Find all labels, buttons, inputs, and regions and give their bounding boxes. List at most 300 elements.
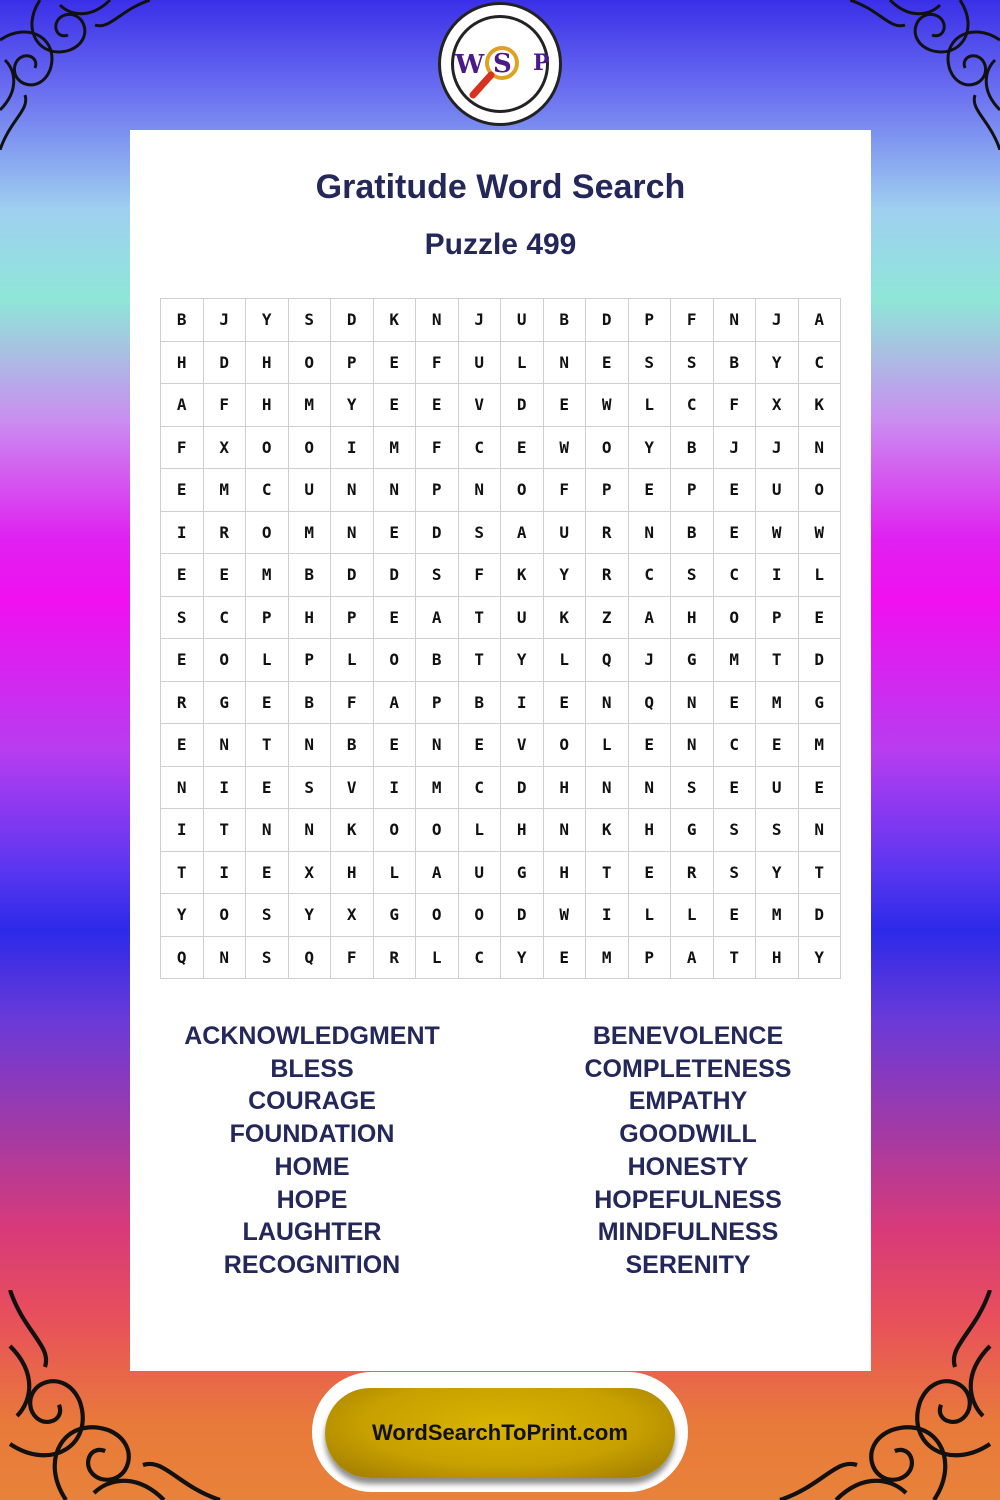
grid-cell[interactable]: E (161, 724, 204, 767)
grid-cell[interactable]: Y (756, 341, 799, 384)
grid-cell[interactable]: L (628, 384, 671, 427)
grid-cell[interactable]: L (458, 809, 501, 852)
grid-cell[interactable]: H (161, 341, 204, 384)
grid-cell[interactable]: E (756, 724, 799, 767)
grid-cell[interactable]: T (798, 851, 841, 894)
corner-ornament-top-left (0, 0, 150, 150)
grid-cell[interactable]: K (798, 384, 841, 427)
grid-cell[interactable]: C (458, 766, 501, 809)
grid-cell[interactable]: E (373, 724, 416, 767)
grid-cell[interactable]: D (373, 554, 416, 597)
grid-row (161, 426, 841, 469)
grid-cell[interactable]: B (161, 299, 204, 342)
word-list-item: HOPE (276, 1185, 348, 1214)
grid-cell[interactable]: L (373, 851, 416, 894)
grid-cell[interactable]: D (501, 894, 544, 937)
grid-cell[interactable]: Y (246, 299, 289, 342)
grid-cell[interactable]: L (671, 894, 714, 937)
grid-cell[interactable]: Y (543, 554, 586, 597)
grid-cell[interactable]: S (246, 936, 289, 979)
grid-cell[interactable]: S (288, 766, 331, 809)
grid-cell[interactable]: N (628, 511, 671, 554)
grid-cell[interactable]: E (586, 341, 629, 384)
grid-cell[interactable]: S (628, 341, 671, 384)
grid-cell[interactable]: X (203, 426, 246, 469)
grid-cell[interactable]: O (246, 511, 289, 554)
logo-letter-s: S (493, 49, 512, 79)
grid-cell[interactable]: H (331, 851, 374, 894)
grid-cell[interactable]: E (246, 681, 289, 724)
grid-cell[interactable]: T (458, 596, 501, 639)
grid-cell[interactable]: T (246, 724, 289, 767)
grid-row (161, 851, 841, 894)
grid-cell[interactable]: P (331, 596, 374, 639)
grid-row (161, 936, 841, 979)
grid-cell[interactable]: N (543, 341, 586, 384)
grid-cell[interactable]: N (586, 681, 629, 724)
grid-row (161, 469, 841, 512)
word-list-item: SERENITY (625, 1250, 751, 1279)
grid-cell[interactable]: F (416, 341, 459, 384)
grid-cell[interactable]: T (458, 639, 501, 682)
grid-row (161, 596, 841, 639)
grid-cell[interactable]: O (543, 724, 586, 767)
grid-cell[interactable]: O (373, 809, 416, 852)
grid-cell[interactable]: A (161, 384, 204, 427)
grid-cell[interactable]: R (203, 511, 246, 554)
grid-cell[interactable]: N (671, 724, 714, 767)
grid-cell[interactable]: F (416, 426, 459, 469)
grid-cell[interactable]: I (161, 511, 204, 554)
grid-cell[interactable]: I (586, 894, 629, 937)
grid-cell[interactable]: G (203, 681, 246, 724)
grid-cell[interactable]: R (161, 681, 204, 724)
grid-cell[interactable]: V (501, 724, 544, 767)
grid-row (161, 681, 841, 724)
grid-cell[interactable]: V (331, 766, 374, 809)
grid-cell[interactable]: S (161, 596, 204, 639)
grid-cell[interactable]: A (501, 511, 544, 554)
grid-cell[interactable]: E (713, 511, 756, 554)
grid-cell[interactable]: L (628, 894, 671, 937)
grid-cell[interactable]: S (416, 554, 459, 597)
grid-cell[interactable]: E (543, 384, 586, 427)
grid-cell[interactable]: M (713, 639, 756, 682)
grid-cell[interactable]: I (756, 554, 799, 597)
grid-row (161, 766, 841, 809)
word-list-item: BLESS (270, 1054, 354, 1083)
grid-cell[interactable]: A (416, 596, 459, 639)
grid-cell[interactable]: Y (798, 936, 841, 979)
grid-cell[interactable]: D (798, 894, 841, 937)
grid-cell[interactable]: P (628, 299, 671, 342)
word-list-item: EMPATHY (628, 1087, 748, 1116)
grid-cell[interactable]: J (203, 299, 246, 342)
word-list-item: MINDFULNESS (597, 1218, 779, 1247)
word-list-item: GOODWILL (619, 1120, 757, 1149)
grid-cell[interactable]: Q (288, 936, 331, 979)
grid-cell[interactable]: D (586, 299, 629, 342)
grid-cell[interactable]: O (713, 596, 756, 639)
grid-cell[interactable]: F (203, 384, 246, 427)
grid-cell[interactable]: T (161, 851, 204, 894)
grid-cell[interactable]: S (246, 894, 289, 937)
logo-letter-w: W (455, 50, 485, 80)
grid-cell[interactable]: E (203, 554, 246, 597)
grid-cell[interactable]: M (756, 681, 799, 724)
grid-cell[interactable]: R (671, 851, 714, 894)
grid-cell[interactable]: H (756, 936, 799, 979)
grid-cell[interactable]: C (671, 384, 714, 427)
grid-cell[interactable]: H (246, 384, 289, 427)
grid-cell[interactable]: Y (756, 851, 799, 894)
grid-cell[interactable]: N (671, 681, 714, 724)
grid-cell[interactable]: O (203, 894, 246, 937)
grid-cell[interactable]: M (373, 426, 416, 469)
grid-cell[interactable]: O (416, 894, 459, 937)
grid-cell[interactable]: D (416, 511, 459, 554)
grid-cell[interactable]: B (331, 724, 374, 767)
grid-cell[interactable]: E (713, 894, 756, 937)
grid-cell[interactable]: N (798, 809, 841, 852)
grid-cell[interactable]: O (501, 469, 544, 512)
grid-row (161, 554, 841, 597)
grid-cell[interactable]: N (416, 299, 459, 342)
grid-cell[interactable]: J (756, 426, 799, 469)
grid-cell[interactable]: C (458, 936, 501, 979)
grid-cell[interactable]: E (373, 511, 416, 554)
grid-cell[interactable]: E (373, 596, 416, 639)
grid-cell[interactable]: M (246, 554, 289, 597)
site-badge[interactable] (325, 1388, 675, 1478)
grid-cell[interactable]: M (586, 936, 629, 979)
grid-cell[interactable]: C (458, 426, 501, 469)
grid-cell[interactable]: F (713, 384, 756, 427)
grid-cell[interactable]: U (756, 766, 799, 809)
grid-cell[interactable]: M (798, 724, 841, 767)
grid-cell[interactable]: N (373, 469, 416, 512)
grid-cell[interactable]: U (458, 341, 501, 384)
grid-cell[interactable]: W (586, 384, 629, 427)
puzzle-card (130, 130, 871, 1371)
grid-cell[interactable]: O (586, 426, 629, 469)
grid-cell[interactable]: U (288, 469, 331, 512)
grid-cell[interactable]: R (373, 936, 416, 979)
grid-cell[interactable]: H (628, 809, 671, 852)
grid-cell[interactable]: K (586, 809, 629, 852)
grid-row (161, 639, 841, 682)
grid-cell[interactable]: E (798, 766, 841, 809)
word-list-item: FOUNDATION (229, 1120, 395, 1149)
grid-cell[interactable]: N (246, 809, 289, 852)
grid-row (161, 894, 841, 937)
grid-cell[interactable]: I (161, 809, 204, 852)
grid-cell[interactable]: Y (628, 426, 671, 469)
grid-cell[interactable]: T (756, 639, 799, 682)
grid-cell[interactable]: B (416, 639, 459, 682)
grid-cell[interactable]: O (798, 469, 841, 512)
grid-cell[interactable]: E (246, 851, 289, 894)
grid-cell[interactable]: S (671, 766, 714, 809)
grid-cell[interactable]: E (373, 341, 416, 384)
grid-cell[interactable]: P (416, 681, 459, 724)
grid-cell[interactable]: C (713, 554, 756, 597)
grid-cell[interactable]: I (203, 766, 246, 809)
grid-cell[interactable]: O (288, 341, 331, 384)
grid-cell[interactable]: N (203, 936, 246, 979)
grid-cell[interactable]: L (501, 341, 544, 384)
grid-cell[interactable]: K (373, 299, 416, 342)
grid-cell[interactable]: J (628, 639, 671, 682)
grid-cell[interactable]: D (798, 639, 841, 682)
grid-row (161, 384, 841, 427)
grid-cell[interactable]: P (586, 469, 629, 512)
grid-cell[interactable]: N (331, 511, 374, 554)
grid-cell[interactable]: M (288, 384, 331, 427)
grid-cell[interactable]: H (288, 596, 331, 639)
grid-cell[interactable]: W (798, 511, 841, 554)
grid-cell[interactable]: G (798, 681, 841, 724)
grid-cell[interactable]: E (161, 469, 204, 512)
grid-cell[interactable]: X (756, 384, 799, 427)
grid-cell[interactable]: B (543, 299, 586, 342)
word-list-left (142, 1020, 482, 1282)
page-title: Gratitude Word Search (315, 168, 686, 206)
grid-cell[interactable]: E (458, 724, 501, 767)
grid-cell[interactable]: X (288, 851, 331, 894)
grid-cell[interactable]: J (458, 299, 501, 342)
word-list-item: HOPEFULNESS (594, 1185, 782, 1214)
grid-cell[interactable]: Y (161, 894, 204, 937)
grid-cell[interactable]: H (543, 851, 586, 894)
grid-cell[interactable]: G (671, 809, 714, 852)
grid-cell[interactable]: E (798, 596, 841, 639)
grid-cell[interactable]: D (331, 554, 374, 597)
grid-cell[interactable]: G (373, 894, 416, 937)
grid-cell[interactable]: M (203, 469, 246, 512)
grid-cell[interactable]: J (756, 299, 799, 342)
word-list-item: HOME (274, 1152, 350, 1181)
grid-cell[interactable]: U (501, 299, 544, 342)
grid-cell[interactable]: K (501, 554, 544, 597)
grid-cell[interactable]: Z (586, 596, 629, 639)
grid-cell[interactable]: E (628, 851, 671, 894)
grid-cell[interactable]: C (713, 724, 756, 767)
grid-cell[interactable]: P (246, 596, 289, 639)
grid-cell[interactable]: Y (501, 639, 544, 682)
grid-cell[interactable]: M (288, 511, 331, 554)
puzzle-number: Puzzle 499 (424, 228, 577, 261)
grid-cell[interactable]: L (543, 639, 586, 682)
grid-cell[interactable]: E (543, 681, 586, 724)
grid-cell[interactable]: Y (501, 936, 544, 979)
grid-cell[interactable]: F (671, 299, 714, 342)
grid-cell[interactable]: E (713, 681, 756, 724)
grid-cell[interactable]: N (543, 809, 586, 852)
grid-cell[interactable]: T (203, 809, 246, 852)
grid-cell[interactable]: N (288, 724, 331, 767)
grid-cell[interactable]: S (458, 511, 501, 554)
grid-cell[interactable]: N (288, 809, 331, 852)
grid-cell[interactable]: M (416, 766, 459, 809)
grid-cell[interactable]: L (331, 639, 374, 682)
grid-cell[interactable]: O (288, 426, 331, 469)
grid-cell[interactable]: Q (628, 681, 671, 724)
grid-cell[interactable]: R (586, 511, 629, 554)
grid-cell[interactable]: L (246, 639, 289, 682)
grid-cell[interactable]: E (161, 554, 204, 597)
grid-cell[interactable]: R (586, 554, 629, 597)
logo-letter-p: P (533, 50, 550, 76)
grid-cell[interactable]: S (288, 299, 331, 342)
grid-cell[interactable]: N (203, 724, 246, 767)
grid-cell[interactable]: I (203, 851, 246, 894)
word-list-item: COMPLETENESS (584, 1054, 792, 1083)
grid-cell[interactable]: D (501, 384, 544, 427)
grid-cell[interactable]: E (416, 384, 459, 427)
grid-cell[interactable]: N (161, 766, 204, 809)
grid-cell[interactable]: Q (161, 936, 204, 979)
grid-cell[interactable]: C (246, 469, 289, 512)
grid-cell[interactable]: F (331, 936, 374, 979)
grid-cell[interactable]: H (671, 596, 714, 639)
grid-cell[interactable]: G (671, 639, 714, 682)
grid-cell[interactable]: B (288, 554, 331, 597)
grid-cell[interactable]: S (671, 341, 714, 384)
grid-cell[interactable]: B (671, 426, 714, 469)
grid-cell[interactable]: O (203, 639, 246, 682)
grid-row (161, 299, 841, 342)
grid-cell[interactable]: L (798, 554, 841, 597)
grid-cell[interactable]: O (416, 809, 459, 852)
grid-cell[interactable]: C (203, 596, 246, 639)
grid-cell[interactable]: K (543, 596, 586, 639)
grid-cell[interactable]: P (331, 341, 374, 384)
wsp-logo (438, 2, 562, 126)
corner-ornament-top-right (850, 0, 1000, 150)
grid-cell[interactable]: E (501, 426, 544, 469)
grid-cell[interactable]: P (671, 469, 714, 512)
grid-row (161, 511, 841, 554)
grid-cell[interactable]: P (756, 596, 799, 639)
grid-cell[interactable]: F (161, 426, 204, 469)
grid-cell[interactable]: U (756, 469, 799, 512)
grid-cell[interactable]: Q (586, 639, 629, 682)
word-list-item: ACKNOWLEDGMENT (184, 1022, 440, 1050)
grid-cell[interactable]: E (713, 766, 756, 809)
grid-cell[interactable]: K (331, 809, 374, 852)
grid-cell[interactable]: B (713, 341, 756, 384)
grid-cell[interactable]: U (543, 511, 586, 554)
grid-cell[interactable]: Y (331, 384, 374, 427)
grid-cell[interactable]: N (458, 469, 501, 512)
grid-cell[interactable]: H (501, 809, 544, 852)
grid-cell[interactable]: W (756, 511, 799, 554)
grid-cell[interactable]: P (288, 639, 331, 682)
grid-cell[interactable]: E (713, 469, 756, 512)
grid-cell[interactable]: S (713, 809, 756, 852)
grid-cell[interactable]: H (543, 766, 586, 809)
grid-row (161, 724, 841, 767)
grid-cell[interactable]: G (501, 851, 544, 894)
grid-cell[interactable]: F (543, 469, 586, 512)
grid-cell[interactable]: D (501, 766, 544, 809)
grid-cell[interactable]: A (798, 299, 841, 342)
grid-cell[interactable]: I (373, 766, 416, 809)
word-list-right (518, 1020, 858, 1282)
grid-cell[interactable]: O (458, 894, 501, 937)
grid-cell[interactable]: A (628, 596, 671, 639)
grid-cell[interactable]: L (586, 724, 629, 767)
grid-cell[interactable]: B (288, 681, 331, 724)
grid-cell[interactable]: M (756, 894, 799, 937)
grid-cell[interactable]: T (586, 851, 629, 894)
grid-cell[interactable]: S (756, 809, 799, 852)
grid-cell[interactable]: D (331, 299, 374, 342)
grid-cell[interactable]: A (416, 851, 459, 894)
grid-cell[interactable]: F (331, 681, 374, 724)
grid-cell[interactable]: E (246, 766, 289, 809)
grid-cell[interactable]: N (628, 766, 671, 809)
grid-cell[interactable]: E (161, 639, 204, 682)
grid-cell[interactable]: O (373, 639, 416, 682)
grid-cell[interactable]: N (586, 766, 629, 809)
grid-cell[interactable]: J (713, 426, 756, 469)
grid-cell[interactable]: U (501, 596, 544, 639)
grid-cell[interactable]: N (713, 299, 756, 342)
grid-cell[interactable]: I (501, 681, 544, 724)
grid-cell[interactable]: L (416, 936, 459, 979)
grid-cell[interactable]: C (628, 554, 671, 597)
grid-cell[interactable]: O (246, 426, 289, 469)
grid-cell[interactable]: T (713, 936, 756, 979)
grid-cell[interactable]: C (798, 341, 841, 384)
grid-cell[interactable]: E (373, 384, 416, 427)
grid-row (161, 341, 841, 384)
grid-cell[interactable]: N (416, 724, 459, 767)
grid-cell[interactable]: H (246, 341, 289, 384)
letter-grid (160, 298, 841, 979)
grid-cell[interactable]: W (543, 426, 586, 469)
grid-cell[interactable]: N (798, 426, 841, 469)
grid-cell[interactable]: E (628, 724, 671, 767)
word-list-item: HONESTY (627, 1152, 749, 1181)
grid-cell[interactable]: U (458, 851, 501, 894)
site-link[interactable]: WordSearchToPrint.com (372, 1420, 628, 1445)
grid-cell[interactable]: Y (288, 894, 331, 937)
grid-cell[interactable]: B (671, 511, 714, 554)
grid-cell[interactable]: X (331, 894, 374, 937)
grid-cell[interactable]: S (671, 554, 714, 597)
grid-cell[interactable]: I (331, 426, 374, 469)
grid-cell[interactable]: A (373, 681, 416, 724)
grid-cell[interactable]: P (628, 936, 671, 979)
grid-cell[interactable]: B (458, 681, 501, 724)
grid-cell[interactable]: E (628, 469, 671, 512)
grid-cell[interactable]: S (713, 851, 756, 894)
grid-cell[interactable]: V (458, 384, 501, 427)
grid-cell[interactable]: E (543, 936, 586, 979)
word-list-item: RECOGNITION (223, 1250, 401, 1279)
grid-cell[interactable]: F (458, 554, 501, 597)
grid-cell[interactable]: P (416, 469, 459, 512)
word-list-item: COURAGE (248, 1087, 376, 1116)
grid-cell[interactable]: D (203, 341, 246, 384)
grid-cell[interactable]: A (671, 936, 714, 979)
grid-cell[interactable]: W (543, 894, 586, 937)
grid-cell[interactable]: N (331, 469, 374, 512)
word-list-item: BENEVOLENCE (592, 1022, 784, 1050)
